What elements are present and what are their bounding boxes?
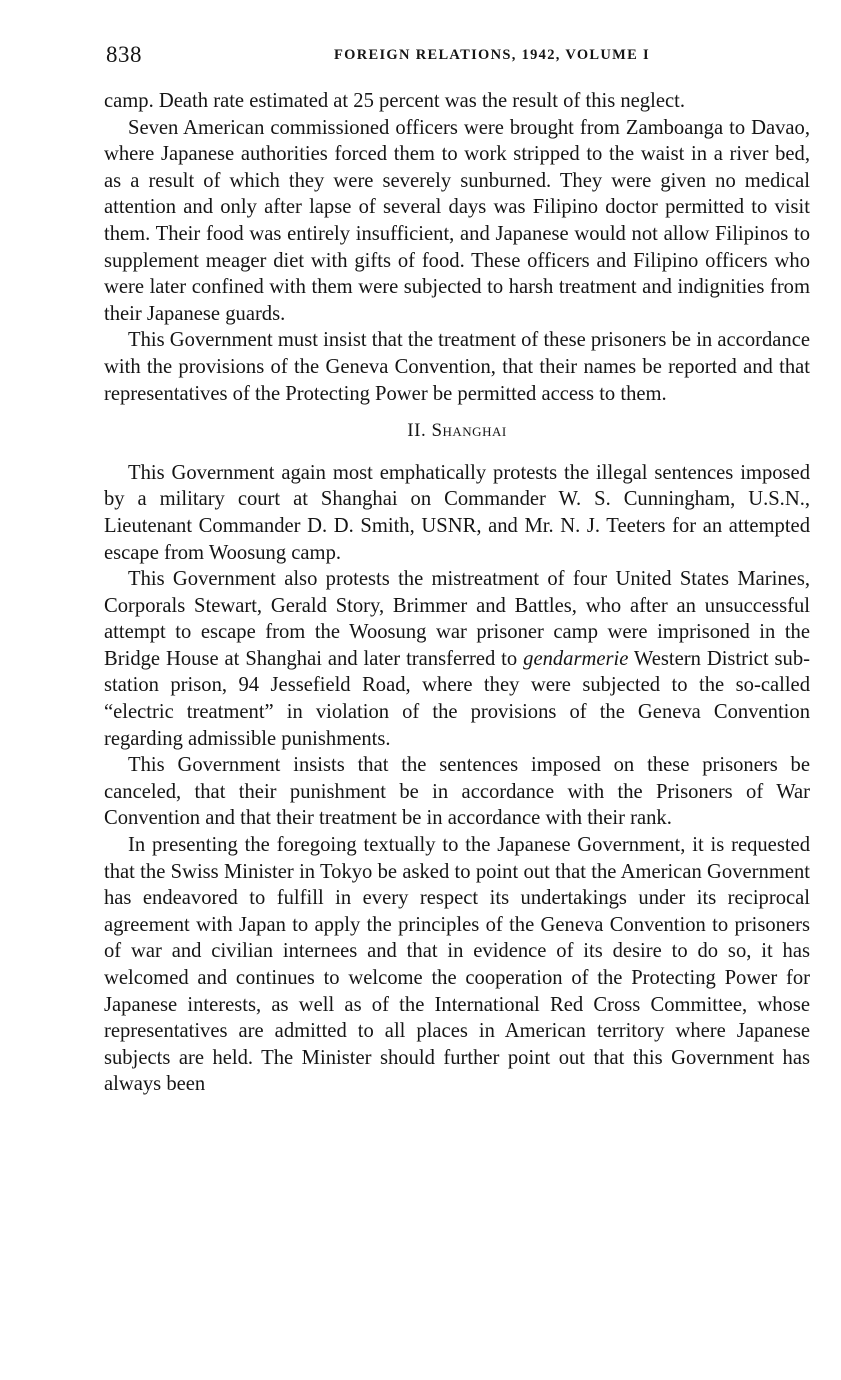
paragraph-marines-text-b: Western District sub-station prison, 94 Jessefield Road, where they were subjected to the so-called “electric treatment” in violation of the provisions of the Geneva Convention regarding admissible punishments. [104, 647, 810, 750]
paragraph-continuation: camp. Death rate estimated at 25 percent was the result of this neglect. [104, 90, 685, 112]
paragraph-sentences-canceled: This Government insists that the sentences imposed on these prisoners be canceled, that their punishment be in accordance with the Prisoners of War Convention and that their treatment be in accordance with their rank. [104, 754, 810, 830]
paragraph-geneva-insistence: This Government must insist that the treatment of these prisoners be in accordance with the provisions of the Geneva Convention, that their names be reported and that representatives of the Protecting Power be permitted access to them. [104, 329, 810, 405]
section-heading [104, 418, 810, 445]
paragraph-marines-mistreatment [104, 566, 810, 752]
italic-term: gendarmerie [523, 647, 629, 670]
running-head [104, 38, 810, 72]
paragraph-marines-text-a: This Government also protests the mistreatment of four United States Marines, Corporals Stewart, Gerald Story, Brimmer and Battles, who after an unsuccessful attempt to escape from the Woosung war prisoner camp were imprisoned in the Bridge House at Shanghai and later transferred to [104, 568, 810, 670]
running-head-title: FOREIGN RELATIONS, 1942, VOLUME I [334, 47, 650, 63]
body-text [104, 88, 810, 1098]
paragraph-shanghai-sentences: This Government again most emphatically protests the illegal sentences imposed by a military court at Shanghai on Commander W. S. Cunningham, U.S.N., Lieutenant Commander D. D. Smith, USNR, and Mr. N. J. Teeters for an attempted escape from Woosung camp. [104, 461, 810, 564]
paragraph-officers-davao: Seven American commissioned officers were brought from Zamboanga to Davao, where Japanese authorities forced them to work stripped to the waist in a river bed, as a result of which they were severely sunburned. They were given no medical attention and only after lapse of several days was Filipino doctor permitted to visit them. Their food was entirely insufficient, and Japanese would not allow Filipinos to supplement meager diet with gifts of food. These officers and Filipino officers who were later confined with them were subjected to harsh treatment and indignities from their Japanese guards. [104, 116, 810, 325]
paragraph-swiss-minister: In presenting the foregoing textually to the Japanese Government, it is requested that the Swiss Minister in Tokyo be asked to point out that the American Government has endeavored to fulfill in every respect its undertakings under its reciprocal agreement with Japan to apply the principles of the Geneva Convention to prisoners of war and civilian internees and that in evidence of its desire to do so, it has welcomed and continues to welcome the cooperation of the Protecting Power for Japanese interests, as well as of the International Red Cross Committee, whose representatives are admitted to all places in American territory where Japanese subjects are held. The Minister should further point out that this Government has always been [104, 834, 810, 1096]
page-number: 838 [106, 42, 142, 67]
document-page [104, 38, 810, 1098]
section-title: Shanghai [431, 420, 507, 442]
section-numeral: II. [407, 420, 427, 442]
